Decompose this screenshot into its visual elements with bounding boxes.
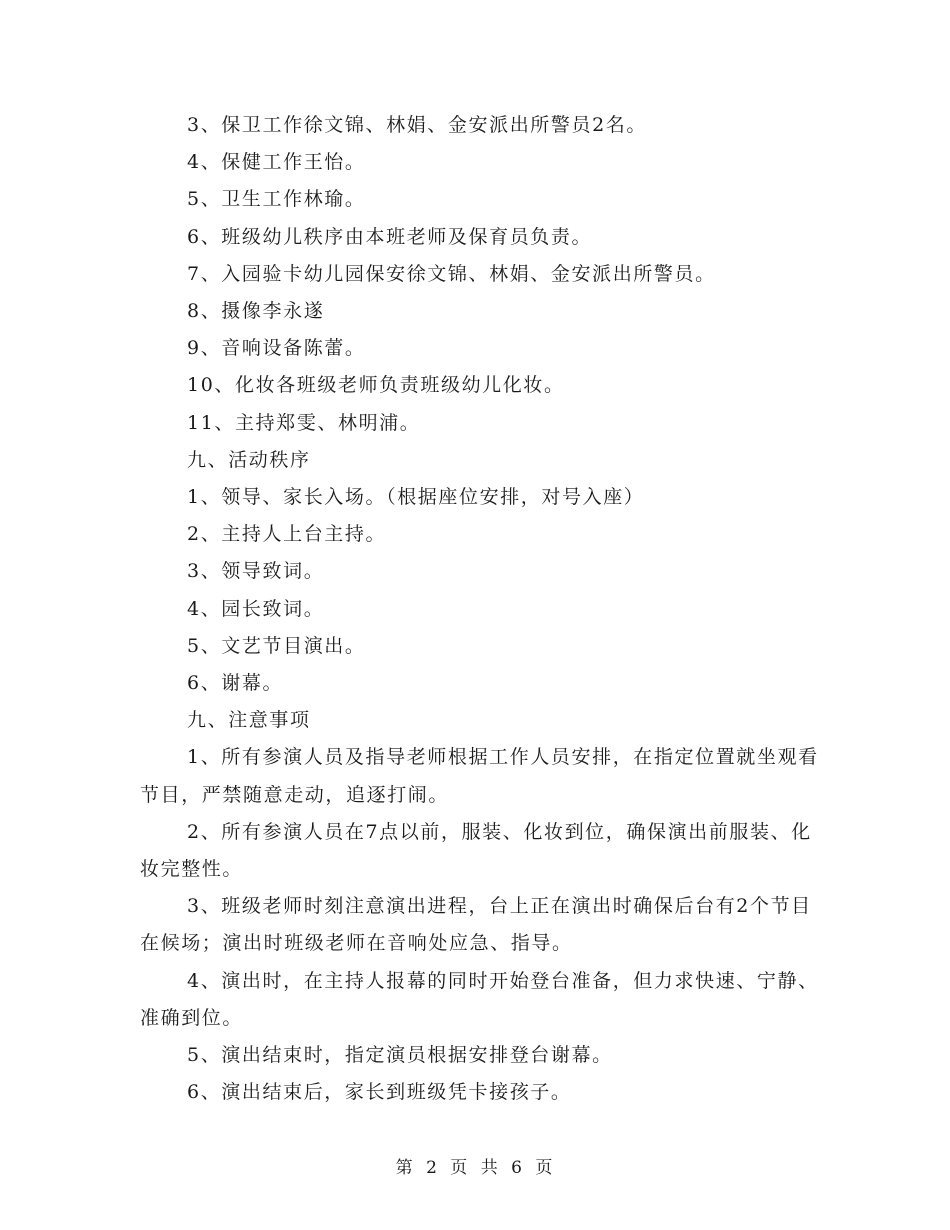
section-heading: 九、注意事项 [187,709,311,732]
paragraph: 2、主持人上台主持。 [187,523,387,546]
paragraph: 5、演出结束时，指定演员根据安排登台谢幕。 [187,1044,613,1067]
document-body [140,107,820,1111]
page-number-footer: 第 2 页 共 6 页 [395,1158,555,1178]
paragraph: 3、班级老师时刻注意演出进程，台上正在演出时确保后台有2个节目在候场；演出时班级老师在音响处应急、指导。 [140,895,812,955]
paragraph: 4、演出时，在主持人报幕的同时开始登台准备，但力求快速、宁静、准确到位。 [140,969,819,1029]
paragraph: 10、化妆各班级老师负责班级幼儿化妆。 [187,374,565,397]
paragraph: 4、园长致词。 [187,597,325,620]
paragraph: 6、班级幼儿秩序由本班老师及保育员负责。 [187,225,593,248]
paragraph: 1、领导、家长入场。（根据座位安排，对号入座） [187,486,645,509]
paragraph: 3、领导致词。 [187,560,325,583]
section-heading: 九、活动秩序 [187,448,311,471]
paragraph: 4、保健工作王怡。 [187,151,366,174]
paragraph: 2、所有参演人员在7点以前，服装、化妆到位，确保演出前服装、化妆完整性。 [140,820,812,881]
paragraph: 1、所有参演人员及指导老师根据工作人员安排，在指定位置就坐观看节目，严禁随意走动，追逐打闹。 [140,746,819,806]
paragraph: 8、摄像李永遂 [187,300,325,323]
paragraph: 6、演出结束后，家长到班级凭卡接孩子。 [187,1081,572,1104]
paragraph: 9、音响设备陈蕾。 [187,337,366,360]
paragraph: 5、卫生工作林瑜。 [187,188,366,211]
paragraph: 6、谢幕。 [187,672,284,695]
paragraph: 3、保卫工作徐文锦、林娟、金安派出所警员2名。 [187,114,647,136]
paragraph: 7、入园验卡幼儿园保安徐文锦、林娟、金安派出所警员。 [187,262,716,285]
paragraph: 5、文艺节目演出。 [187,634,366,657]
paragraph: 11、主持郑雯、林明浦。 [187,411,421,434]
